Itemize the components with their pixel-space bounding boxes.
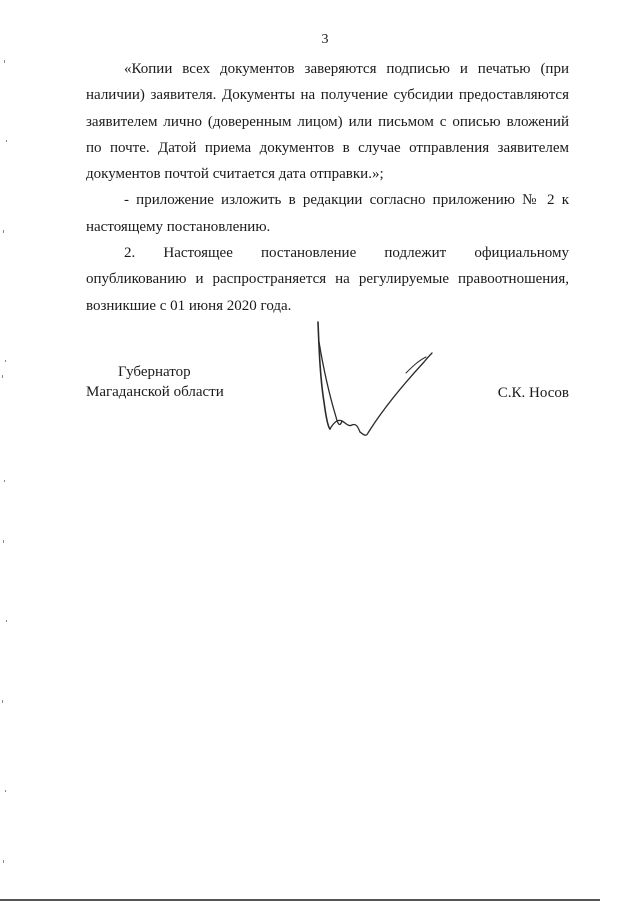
signatory-position (86, 362, 224, 402)
signature-block (86, 362, 569, 472)
paragraph-document-copies: «Копии всех документов заверяются подписью и печатью (при наличии) заявителя. Документы на получение субсидии предоставляются заявителем лично (доверенным лицом) или письмом с описью вложений по почте. Датой приема документов в случае отправления заявителем документов почтой считается дата отправки.»; (86, 61, 569, 183)
document-body (86, 56, 569, 319)
signatory-name: С.К. Носов (497, 385, 569, 401)
paragraph-publication: 2. Настоящее постановление подлежит официальному опубликованию и распространяется на регулируемые правоотношения, возникшие с 01 июня 2020 года. (86, 245, 569, 314)
scan-edge-marks (0, 0, 14, 905)
page-number: 3 (321, 32, 329, 47)
signatory-position-line2: Магаданской области (86, 384, 224, 400)
signatory-position-line1: Губернатор (118, 364, 191, 380)
paragraph-appendix: - приложение изложить в редакции согласно приложению № 2 к настоящему постановлению. (86, 192, 569, 235)
handwritten-signature (306, 317, 446, 447)
page-bottom-edge (0, 899, 600, 901)
